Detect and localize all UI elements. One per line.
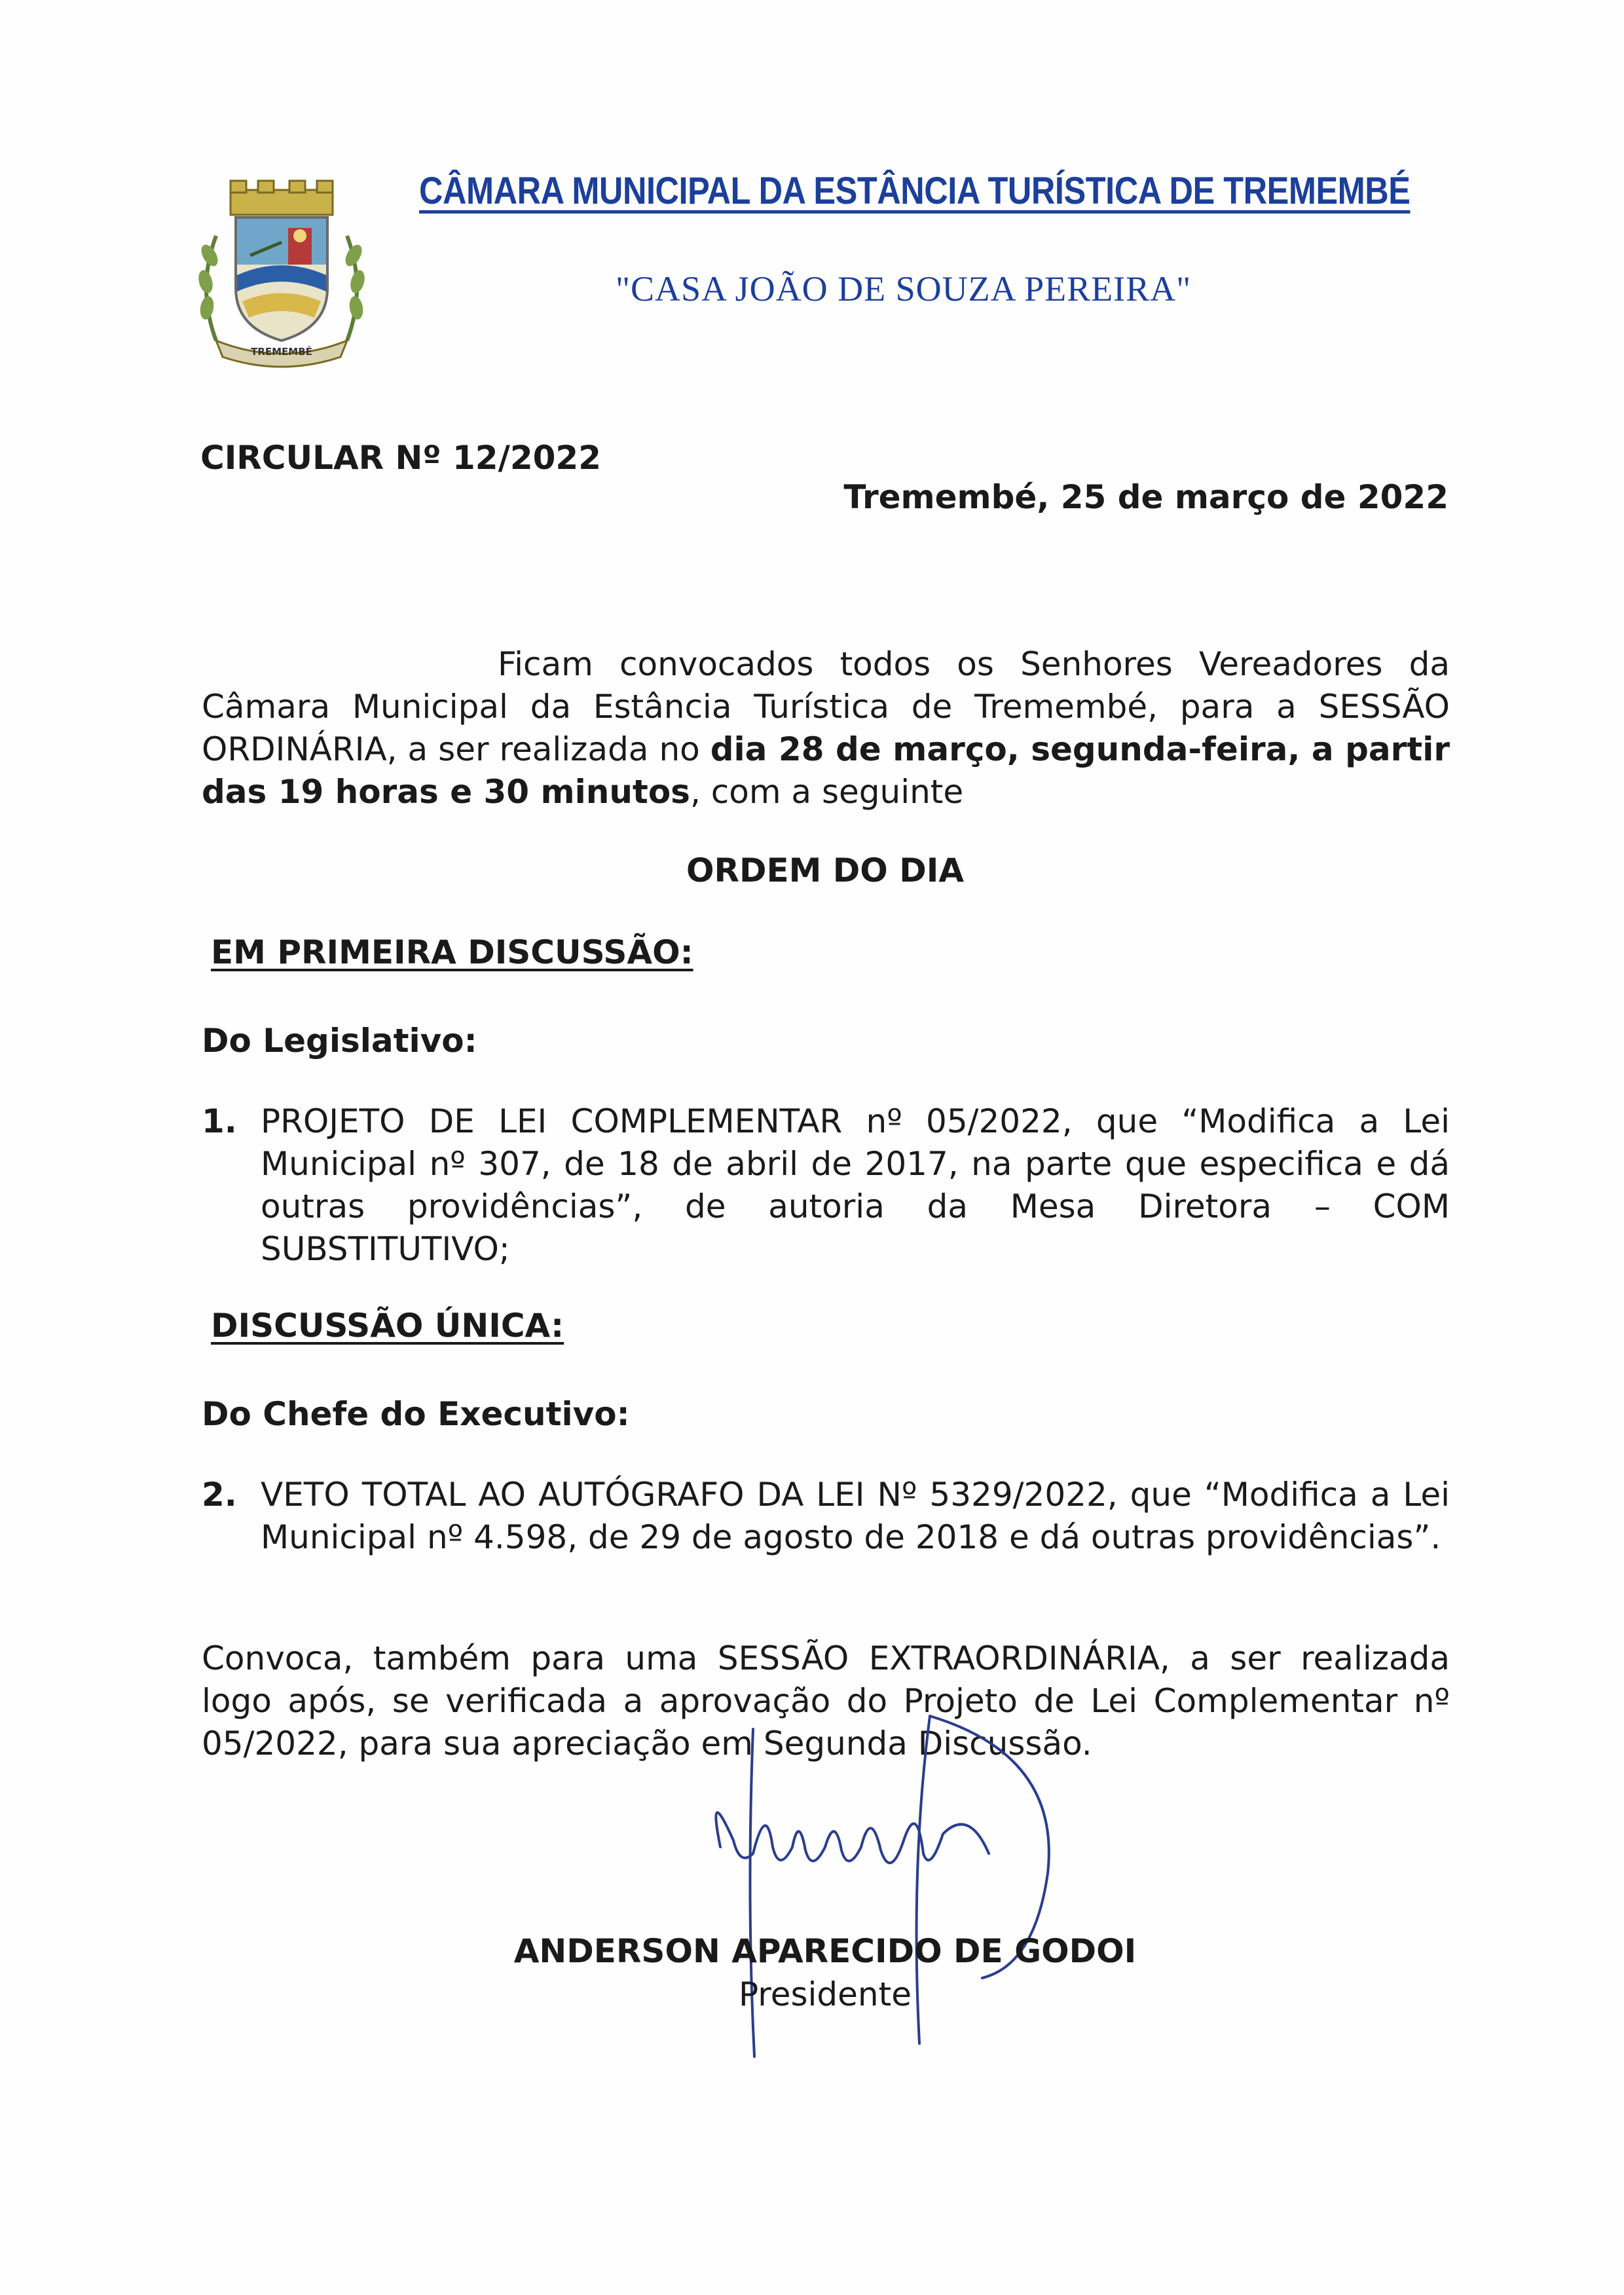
- first-discussion-heading: EM PRIMEIRA DISCUSSÃO:: [211, 933, 693, 971]
- place-date: Tremembé, 25 de março de 2022: [843, 478, 1449, 516]
- closing-paragraph: Convoca, também para uma SESSÃO EXTRAORDINÁRIA, a ser realizada logo após, se verificada a aprovação do Projeto de Lei Complementar nº 05/2022, para sua apreciação em Segunda Discussão.: [202, 1639, 1450, 1763]
- agenda-item-1: [202, 1100, 1450, 1271]
- signer-name: ANDERSON APARECIDO DE GODOI: [513, 1932, 1137, 1970]
- agenda-item-2-text: VETO TOTAL AO AUTÓGRAFO DA LEI Nº 5329/2022, que “Modifica a Lei Municipal nº 4.598, de 29 de agosto de 2018 e dá outras providências”.: [261, 1476, 1450, 1556]
- intro-session-datetime: dia 28 de março, segunda-feira, a partir das 19 horas e 30 minutos: [202, 730, 1450, 811]
- circular-number: CIRCULAR Nº 12/2022: [200, 439, 602, 477]
- single-discussion-heading: DISCUSSÃO ÚNICA:: [211, 1307, 564, 1345]
- executive-subheading: Do Chefe do Executivo:: [202, 1395, 630, 1433]
- house-name: "CASA JOÃO DE SOUZA PEREIRA": [616, 269, 1192, 308]
- crest-town-label: TREMEMBÉ: [251, 346, 312, 358]
- intro-text-start: Ficam convocados todos os Senhores Vereadores da Câmara Municipal da Estância Turística de Tremembé, para a SESSÃO ORDINÁRIA, a ser realizada no: [202, 645, 1450, 768]
- legislative-subheading: Do Legislativo:: [202, 1022, 477, 1060]
- order-of-day-title: ORDEM DO DIA: [686, 851, 965, 889]
- agenda-item-2-number: 2.: [202, 1476, 237, 1514]
- agenda-item-1-text: PROJETO DE LEI COMPLEMENTAR nº 05/2022, que “Modifica a Lei Municipal nº 307, de 18 de abril de 2017, na parte que especifica e dá outras providências”, de autoria da Mesa Diretora – COM SUBSTITUTIVO;: [261, 1102, 1450, 1268]
- agenda-item-1-number: 1.: [202, 1102, 237, 1140]
- municipal-crest-icon: [190, 177, 373, 373]
- intro-paragraph: [202, 643, 1450, 813]
- agenda-item-2: [202, 1474, 1450, 1559]
- intro-text-end: , com a seguinte: [690, 773, 964, 811]
- signer-role: Presidente: [739, 1975, 912, 2013]
- handwritten-signature-icon: [694, 1703, 1087, 2070]
- institution-name: CÂMARA MUNICIPAL DA ESTÂNCIA TURÍSTICA DE TREMEMBÉ: [419, 170, 1411, 212]
